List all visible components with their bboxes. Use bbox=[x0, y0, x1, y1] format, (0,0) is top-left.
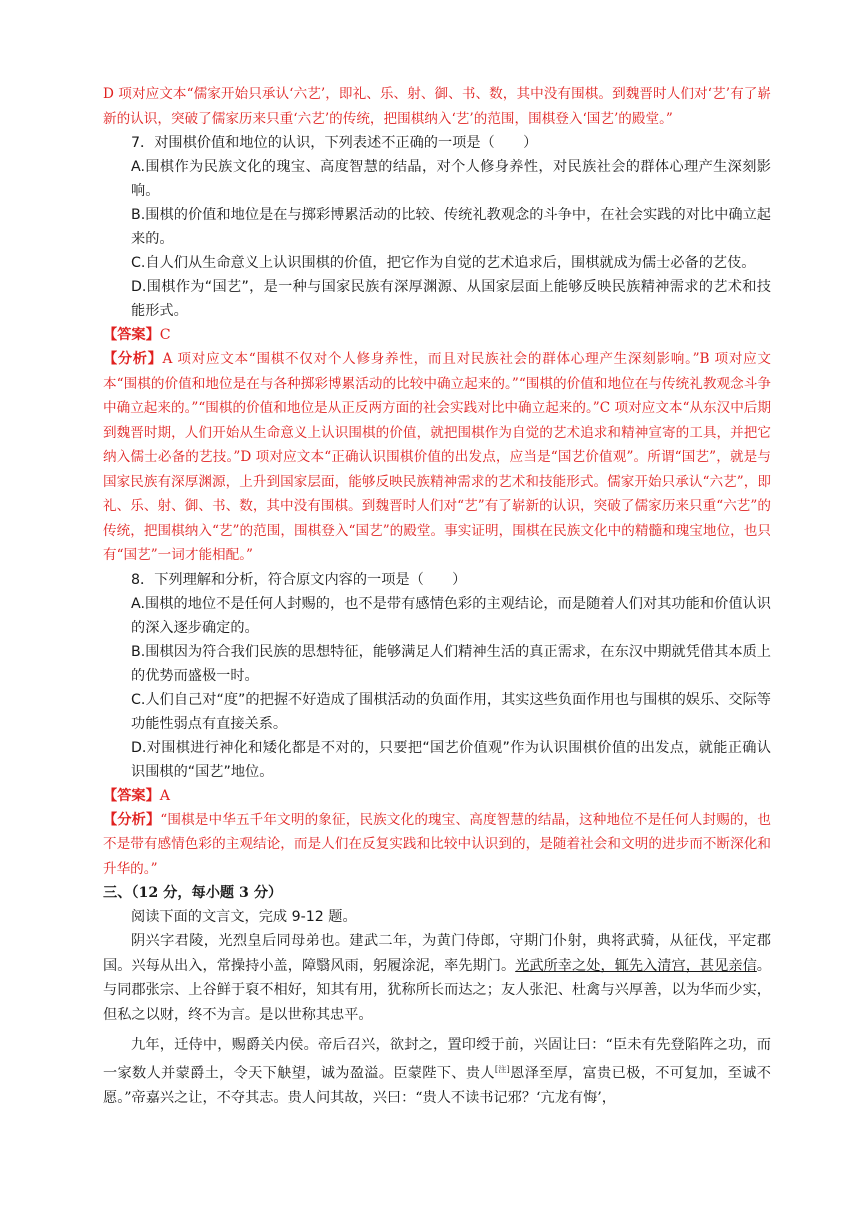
q6-analysis-tail: D 项对应文本“儒家开始只承认‘六艺’，即礼、乐、射、御、书、数，其中没有围棋。到魏晋时人们对‘艺’有了崭新的认识，突破了儒家历来只重‘六艺’的传统，把围棋纳入‘艺’的范围，围棋登入‘国艺’的殿堂。” bbox=[103, 86, 771, 127]
question-7-options bbox=[103, 155, 771, 323]
question-7-analysis: 【分析】A 项对应文本“围棋不仅对个人修身养性，而且对民族社会的群体心理产生深刻影响。”B 项对应文本“围棋的价值和地位是在与各种掷彩博累活动的比较中确立起来的。”“围棋的价值和地位在与传统礼教观念斗争中确立起来的。”“围棋的价值和地位是从正反两方面的社会实践对比中确立起来的。”C 项对应文本“从东汉中后期到魏晋时期，人们开始从生命意义上认识围棋的价值，就把围棋作为自觉的艺术追求和精神宣寄的工具，并把它纳入儒士必备的艺技。”D 项对应文本“正确认识围棋价值的出发点，应当是“国艺价值观”。所谓“国艺”，就是与国家民族有深厚渊源，上升到国家层面，能够反映民族精神需求的艺术和技能形式。儒家开始只承认“六艺”，即礼、乐、射、御、书、数，其中没有围棋。到魏晋时人们对“艺”有了崭新的认识，突破了儒家历来只重“六艺”的传统，把围棋纳入“艺”的范围，围棋登入“国艺”的殿堂。事实证明，围棋在民族文化中的精髓和瑰宝地位，也只有“国艺”一词才能相配。” bbox=[103, 351, 771, 563]
option-d: D.围棋作为“国艺”，是一种与国家民族有深厚渊源、从国家层面上能够反映民族精神需求的艺术和技能形式。 bbox=[131, 279, 771, 319]
classical-text-paragraph-1: 阴兴字君陵，光烈皇后同母弟也。建武二年，为黄门侍郎，守期门仆射，典将武骑，从征伐，平定郡国。兴每从出入，常操持小盖，障翳风雨，躬履涂泥，率先期门。光武所幸之处，辄先入清宫，甚见亲信。与同郡张宗、上谷鲜于裒不相好，知其有用，犹称所长而达之；友人张汜、杜禽与兴厚善，以为华而少实，但私之以财，终不为言。是以世称其忠平。 bbox=[103, 933, 771, 1023]
option-a: A.围棋作为民族文化的瑰宝、高度智慧的结晶，对个人修身养性，对民族社会的群体心理产生深刻影响。 bbox=[131, 159, 771, 199]
question-8-options bbox=[103, 592, 771, 784]
option-c: C.自人们从生命意义上认识围棋的价值，把它作为自觉的艺术追求后，围棋就成为儒士必备的艺伎。 bbox=[131, 255, 756, 271]
question-7-stem: 7．对围棋价值和地位的认识，下列表述不正确的一项是（ ） bbox=[131, 135, 538, 151]
section-3-heading: 三、（12 分，每小题 3 分） bbox=[103, 885, 283, 901]
footnote-marker: [注] bbox=[494, 1064, 510, 1074]
underlined-sentence: 光武所幸之处，辄先入清宫，甚见亲信 bbox=[515, 957, 757, 974]
option-c: C.人们自己对“度”的把握不好造成了围棋活动的负面作用，其实这些负面作用也与围棋的娱乐、交际等功能性弱点有直接关系。 bbox=[131, 691, 771, 732]
question-8-analysis: 【分析】“围棋是中华五千年文明的象征，民族文化的瑰宝、高度智慧的结晶，这种地位不是任何人封赐的，也不是带有感情色彩的主观结论，而是人们在反复实践和比较中认识到的，是随着社会和文明的进步而不断深化和升华的。” bbox=[103, 811, 771, 877]
section-3-instruction: 阅读下面的文言文，完成 9-12 题。 bbox=[131, 909, 357, 925]
question-8-stem: 8．下列理解和分析，符合原文内容的一项是（ ） bbox=[131, 571, 467, 588]
question-7-answer: 【答案】C bbox=[103, 327, 171, 343]
option-b: B.围棋的价值和地位是在与掷彩博累活动的比较、传统礼教观念的斗争中，在社会实践的对比中确立起来的。 bbox=[131, 207, 771, 247]
question-8-answer: 【答案】A bbox=[103, 787, 171, 804]
document-page bbox=[103, 82, 771, 1110]
option-b: B.围棋因为符合我们民族的思想特征，能够满足人们精神生活的真正需求，在东汉中期就凭借其本质上的优势而盛极一时。 bbox=[131, 643, 771, 684]
classical-text-paragraph-2: 九年，迁侍中，赐爵关内侯。帝后召兴，欲封之，置印绶于前，兴固让曰：“臣未有先登陷阵之功，而一家数人并蒙爵土，令天下觖望，诚为盈溢。臣蒙陛下、贵人[注]恩泽至厚，富贵已极，不可复加，至诚不愿。”帝嘉兴之让，不夺其志。贵人问其故，兴曰：“贵人不读书记邪？‘亢龙有悔’， bbox=[103, 1037, 771, 1106]
option-d: D.对围棋进行神化和矮化都是不对的，只要把“国艺价值观”作为认识围棋价值的出发点，就能正确认识围棋的“国艺”地位。 bbox=[131, 739, 771, 780]
option-a: A.围棋的地位不是任何人封赐的，也不是带有感情色彩的主观结论，而是随着人们对其功能和价值认识的深入逐步确定的。 bbox=[131, 595, 771, 636]
